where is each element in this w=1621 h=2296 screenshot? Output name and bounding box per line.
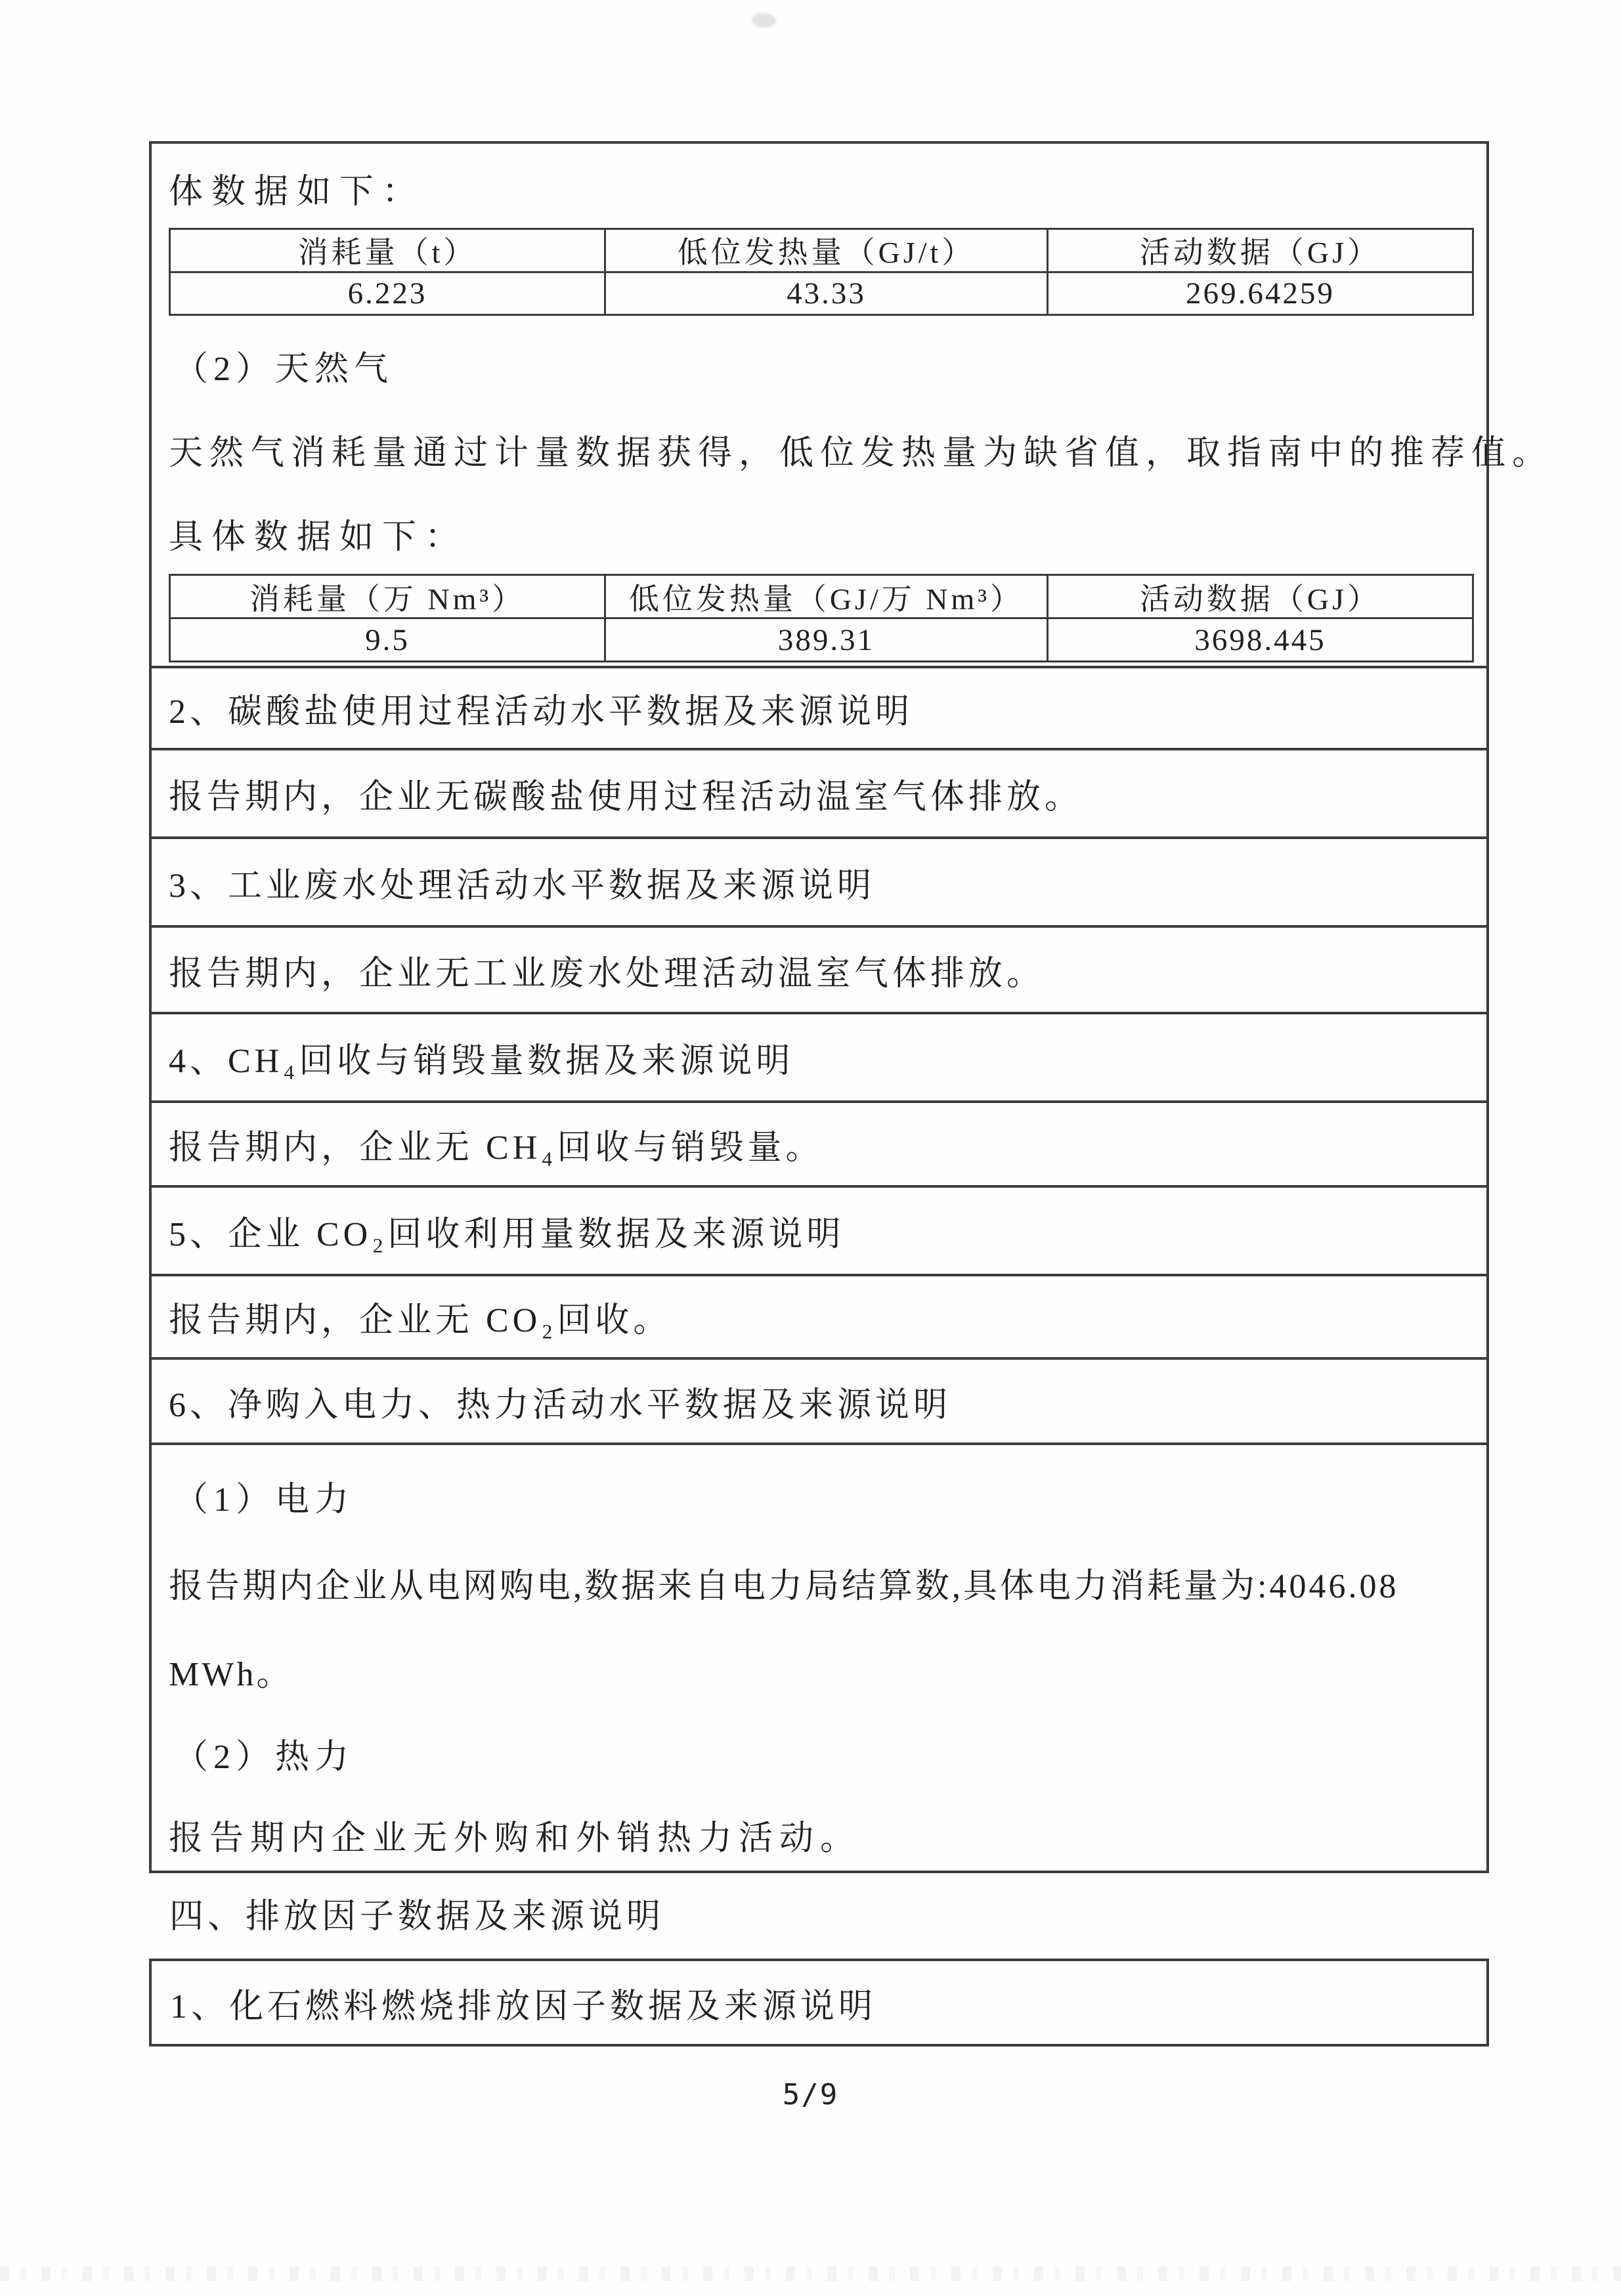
table-value-cell: 3698.445 [1047, 619, 1472, 661]
section3-body: 报告期内，企业无工业废水处理活动温室气体排放。 [152, 925, 1486, 1012]
table-header-cell: 消耗量（万 Nm³） [249, 582, 526, 616]
section2-heading: 2、碳酸盐使用过程活动水平数据及来源说明 [152, 666, 1486, 748]
table-value-cell: 269.64259 [1047, 273, 1472, 314]
scan-smudge [752, 13, 776, 28]
natural-gas-table [169, 574, 1474, 662]
table-value-cell: 389.31 [604, 619, 1047, 661]
table-value-cell: 43.33 [604, 273, 1047, 314]
table-value-cell: 9.5 [365, 622, 410, 657]
fossil-fuel-factor-heading: 1、化石燃料燃烧排放因子数据及来源说明 [170, 1987, 877, 2025]
heat-subheading: （2）热力 [174, 1739, 355, 1776]
fuel-data-cell [152, 144, 1553, 666]
bleed-through-noise-strip [0, 2266, 1621, 2281]
table-header-cell: 低位发热量（GJ/t） [604, 230, 1047, 271]
emission-factor-table [149, 1959, 1489, 2047]
heat-body: 报告期内企业无外购和外销热力活动。 [169, 1820, 861, 1857]
section5-heading: 5、企业 CO₂回收利用量数据及来源说明 [152, 1185, 1486, 1274]
natural-gas-table-header-row [171, 576, 1472, 619]
electricity-paragraph-line2: MWh。 [169, 1656, 293, 1693]
section6-body-cell [152, 1442, 1486, 1871]
section5-body: 报告期内，企业无 CO₂回收。 [152, 1274, 1486, 1357]
main-table [149, 141, 1553, 1873]
fuel-oil-table-header-row [171, 230, 1472, 273]
section4-heading: 4、CH₄回收与销毁量数据及来源说明 [152, 1012, 1486, 1100]
electricity-subheading: （1）电力 [174, 1481, 355, 1519]
natural-gas-paragraph: 天然气消耗量通过计量数据获得，低位发热量为缺省值，取指南中的推荐值。 [169, 435, 1553, 472]
table-header-cell: 活动数据（GJ） [1047, 230, 1472, 271]
section2-body: 报告期内，企业无碳酸盐使用过程活动温室气体排放。 [152, 748, 1486, 836]
fuel-oil-table [169, 228, 1474, 316]
table-value-cell: 6.223 [347, 276, 427, 311]
section3-heading: 3、工业废水处理活动水平数据及来源说明 [152, 836, 1486, 925]
electricity-paragraph-line1: 报告期内企业从电网购电,数据来自电力局结算数,具体电力消耗量为:4046.08 [169, 1568, 1399, 1605]
page-number: 5/9 [782, 2078, 839, 2112]
fuel-oil-table-value-row [171, 273, 1472, 314]
natural-gas-subheading: （2）天然气 [174, 351, 394, 388]
part4-heading: 四、排放因子数据及来源说明 [169, 1898, 665, 1936]
natural-gas-lead-in: 具体数据如下： [169, 519, 468, 556]
table-header-cell: 消耗量（t） [297, 236, 477, 270]
section4-body: 报告期内，企业无 CH₄回收与销毁量。 [152, 1100, 1486, 1185]
section6-heading: 6、净购入电力、热力活动水平数据及来源说明 [152, 1357, 1486, 1442]
fuel-data-lead-in: 体数据如下： [169, 173, 425, 211]
table-header-cell: 低位发热量（GJ/万 Nm³） [604, 576, 1047, 617]
natural-gas-table-value-row [171, 619, 1472, 661]
table-header-cell: 活动数据（GJ） [1047, 576, 1472, 617]
